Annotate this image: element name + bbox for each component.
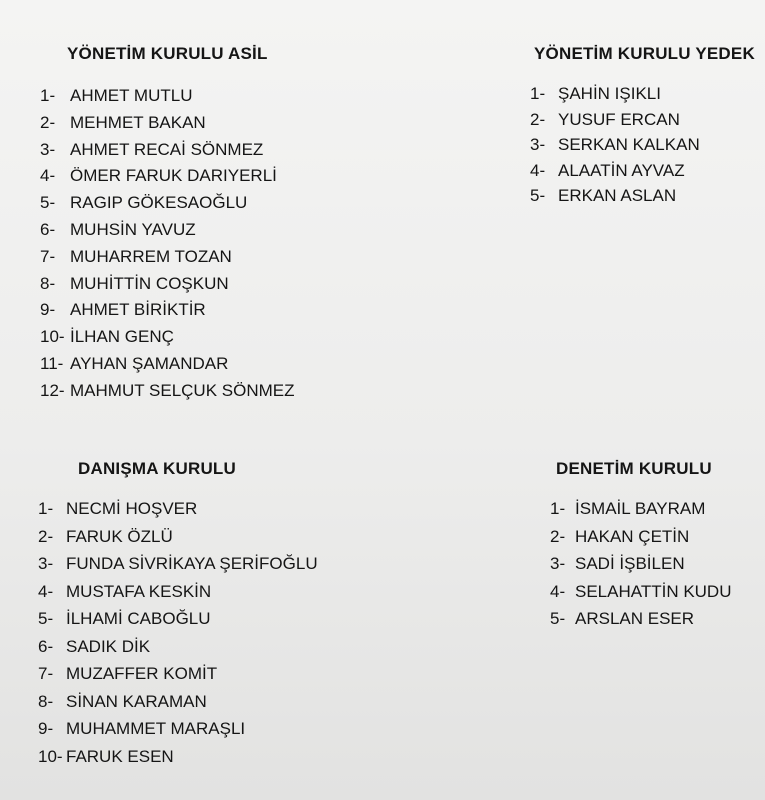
member-name: İLHAMİ CABOĞLU [66, 609, 211, 628]
list-item [550, 499, 732, 527]
list-item [40, 220, 295, 247]
member-name: MUSTAFA KESKİN [66, 581, 212, 601]
item-number: 9- [38, 719, 54, 738]
list-item [38, 637, 318, 665]
member-name: FARUK ÖZLÜ [66, 526, 173, 546]
member-name: MUHİTTİN COŞKUN [70, 273, 229, 293]
list-item [38, 499, 318, 527]
item-number: 7- [38, 664, 54, 683]
item-number: 7- [40, 246, 56, 266]
member-name: MUZAFFER KOMİT [66, 664, 218, 683]
list-item [40, 300, 295, 327]
list-item [38, 554, 318, 582]
list-item [38, 582, 318, 610]
list-item [38, 664, 318, 692]
member-name: AYHAN ŞAMANDAR [70, 353, 229, 373]
section-yonetim-kurulu-asil [40, 44, 295, 408]
member-name: MAHMUT SELÇUK SÖNMEZ [70, 380, 295, 400]
member-name: ÖMER FARUK DARIYERLİ [70, 166, 277, 186]
member-name: MUHARREM TOZAN [70, 246, 232, 266]
member-name: SİNAN KARAMAN [66, 691, 207, 711]
item-number: 5- [530, 186, 546, 205]
section-danisma-kurulu [38, 459, 318, 774]
member-name: SELAHATTİN KUDU [575, 581, 732, 601]
list-item [38, 719, 318, 747]
item-number: 4- [40, 166, 56, 186]
list-item [40, 193, 295, 220]
item-number: 10- [38, 746, 63, 766]
member-list [40, 86, 295, 408]
item-number: 8- [40, 273, 56, 293]
item-number: 2- [40, 112, 56, 132]
list-item [38, 609, 318, 637]
section-denetim-kurulu [550, 459, 732, 637]
member-name: RAGIP GÖKESAOĞLU [70, 193, 248, 213]
item-number: 10- [40, 327, 65, 347]
item-number: 4- [38, 581, 54, 601]
item-number: 4- [550, 581, 566, 601]
member-name: İLHAN GENÇ [70, 327, 174, 347]
item-number: 3- [40, 139, 56, 159]
member-name: NECMİ HOŞVER [66, 499, 198, 518]
list-item [550, 582, 732, 610]
list-item [38, 692, 318, 720]
item-number: 5- [38, 609, 54, 628]
member-name: ŞAHİN IŞIKLI [558, 84, 661, 103]
list-item [40, 354, 295, 381]
item-number: 5- [550, 609, 566, 628]
member-name: MUHSİN YAVUZ [70, 219, 196, 239]
list-item [40, 381, 295, 408]
item-number: 11- [40, 353, 64, 373]
item-number: 9- [40, 300, 56, 320]
member-name: FARUK ESEN [66, 746, 174, 766]
item-number: 3- [550, 554, 566, 573]
member-name: SADİ İŞBİLEN [575, 554, 685, 573]
member-name: ALAATİN AYVAZ [558, 160, 685, 180]
item-number: 6- [40, 219, 56, 239]
item-number: 1- [38, 499, 54, 518]
member-name: FUNDA SİVRİKAYA ŞERİFOĞLU [66, 554, 318, 573]
list-item [550, 527, 732, 555]
list-item [530, 161, 755, 187]
member-name: MEHMET BAKAN [70, 112, 206, 132]
item-number: 6- [38, 636, 54, 656]
list-item [40, 113, 295, 140]
member-name: AHMET RECAİ SÖNMEZ [70, 139, 264, 159]
item-number: 1- [40, 86, 56, 105]
member-name: ERKAN ASLAN [558, 186, 677, 205]
list-item [40, 86, 295, 113]
list-item [38, 747, 318, 775]
item-number: 8- [38, 691, 54, 711]
item-number: 3- [530, 135, 546, 154]
item-number: 2- [38, 526, 54, 546]
member-name: İSMAİL BAYRAM [575, 499, 706, 518]
item-number: 1- [550, 499, 566, 518]
item-number: 1- [530, 84, 546, 103]
list-item [38, 527, 318, 555]
member-name: MUHAMMET MARAŞLI [66, 719, 246, 738]
list-item [550, 554, 732, 582]
section-title: YÖNETİM KURULU ASİL [67, 44, 268, 63]
member-name: HAKAN ÇETİN [575, 526, 690, 546]
member-list [38, 499, 318, 774]
member-list [530, 84, 755, 212]
item-number: 2- [530, 109, 546, 129]
member-name: AHMET MUTLU [70, 86, 193, 105]
list-item [40, 247, 295, 274]
member-name: AHMET BİRİKTİR [70, 300, 206, 320]
member-name: ARSLAN ESER [575, 609, 695, 628]
list-item [530, 110, 755, 136]
item-number: 12- [40, 380, 65, 400]
item-number: 5- [40, 193, 56, 213]
member-name: SERKAN KALKAN [558, 135, 700, 154]
item-number: 3- [38, 554, 54, 573]
section-title: DENETİM KURULU [556, 459, 712, 478]
section-title: YÖNETİM KURULU YEDEK [534, 44, 755, 63]
member-name: SADIK DİK [66, 636, 151, 656]
list-item [40, 274, 295, 301]
list-item [40, 140, 295, 167]
section-yonetim-kurulu-yedek [530, 44, 755, 212]
list-item [40, 166, 295, 193]
member-name: YUSUF ERCAN [558, 109, 680, 129]
list-item [530, 135, 755, 161]
list-item [550, 609, 732, 637]
member-list [550, 499, 732, 637]
item-number: 2- [550, 526, 566, 546]
section-title: DANIŞMA KURULU [78, 459, 236, 478]
item-number: 4- [530, 160, 546, 180]
list-item [40, 327, 295, 354]
list-item [530, 186, 755, 212]
list-item [530, 84, 755, 110]
